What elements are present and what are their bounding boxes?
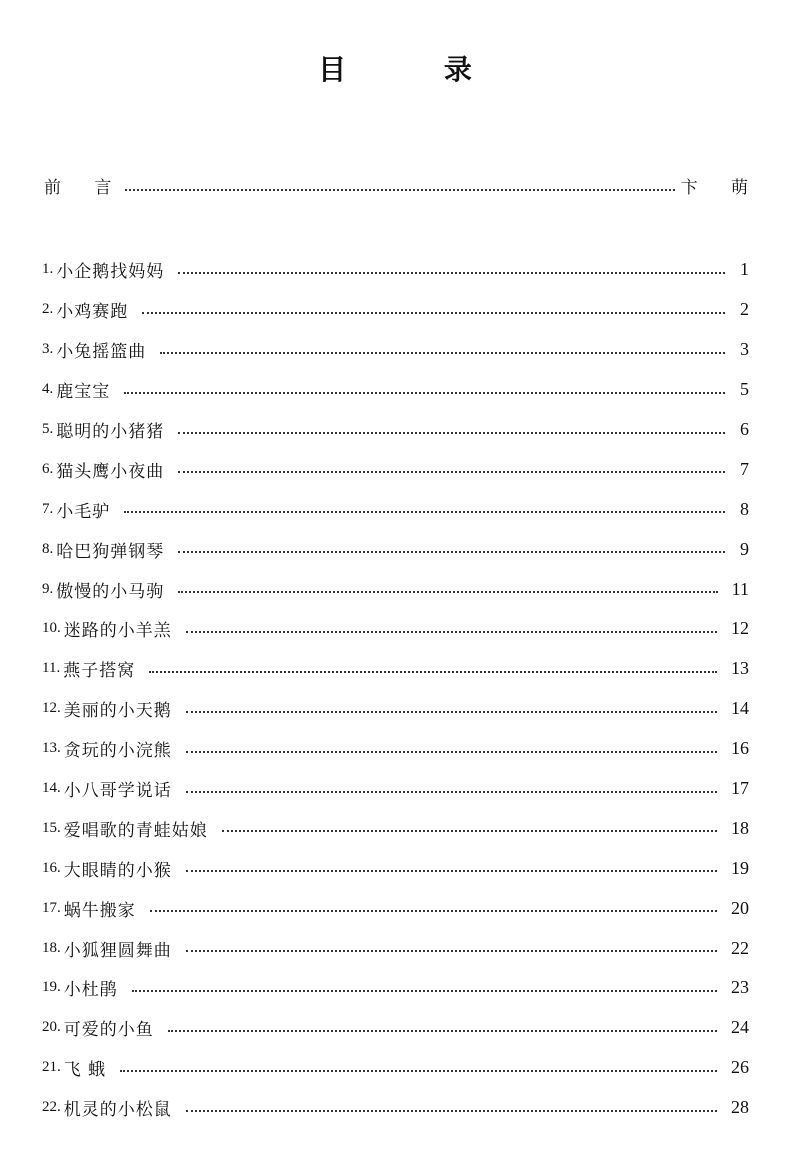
page-title: 目 录 bbox=[318, 53, 516, 86]
entry-number: 20. bbox=[42, 1019, 61, 1036]
dot-leader bbox=[168, 1030, 717, 1032]
toc-entry[interactable] bbox=[42, 729, 749, 769]
preface-author: 卞 萌 bbox=[680, 178, 762, 198]
entry-page: 26 bbox=[731, 1057, 749, 1078]
dot-leader bbox=[186, 751, 717, 753]
entry-page: 3 bbox=[740, 339, 749, 360]
toc-entry[interactable] bbox=[42, 410, 749, 450]
entry-title: 美丽的小天鹅 bbox=[63, 701, 172, 722]
dot-leader bbox=[120, 1070, 717, 1072]
dot-leader bbox=[178, 272, 725, 274]
toc-entry[interactable] bbox=[42, 449, 749, 489]
entry-number: 9. bbox=[42, 580, 54, 597]
entry-page: 12 bbox=[731, 618, 749, 639]
entry-number: 10. bbox=[42, 620, 61, 637]
entry-number: 17. bbox=[42, 899, 61, 916]
dot-leader bbox=[186, 791, 717, 793]
entry-number: 18. bbox=[42, 939, 61, 956]
entry-title: 聪明的小猪猪 bbox=[56, 422, 165, 442]
entry-number: 2. bbox=[42, 301, 54, 318]
toc-entry[interactable] bbox=[42, 1048, 749, 1088]
entry-title: 爱唱歌的青蛙姑娘 bbox=[63, 820, 208, 841]
dot-leader bbox=[178, 471, 725, 473]
entry-number: 16. bbox=[42, 859, 61, 876]
toc-entry[interactable] bbox=[42, 968, 749, 1008]
toc-entry[interactable] bbox=[42, 250, 749, 290]
toc-entry[interactable] bbox=[42, 808, 749, 848]
entry-page: 16 bbox=[731, 738, 749, 759]
entry-title: 傲慢的小马驹 bbox=[56, 581, 165, 602]
entry-title: 燕子搭窝 bbox=[63, 661, 136, 682]
toc-entry[interactable] bbox=[42, 489, 749, 529]
entry-number: 7. bbox=[42, 500, 54, 517]
entry-number: 1. bbox=[42, 261, 54, 278]
dot-leader bbox=[186, 950, 717, 952]
toc-entry[interactable] bbox=[42, 689, 749, 729]
dot-leader bbox=[186, 1110, 717, 1112]
entry-number: 5. bbox=[42, 421, 54, 437]
entry-page: 13 bbox=[731, 658, 749, 679]
toc-entry[interactable] bbox=[42, 649, 749, 689]
entry-page: 22 bbox=[731, 937, 749, 958]
dot-leader bbox=[178, 432, 725, 434]
toc-entry[interactable] bbox=[42, 529, 749, 569]
entry-title: 迷路的小羊羔 bbox=[63, 621, 172, 642]
entry-title: 大眼睛的小猴 bbox=[63, 860, 172, 881]
entry-title: 可爱的小鱼 bbox=[63, 1020, 154, 1041]
entry-title: 小狐狸圆舞曲 bbox=[63, 940, 172, 961]
entry-page: 18 bbox=[731, 817, 749, 838]
entry-title: 小企鹅找妈妈 bbox=[56, 262, 165, 283]
entry-title: 小毛驴 bbox=[56, 501, 111, 522]
dot-leader bbox=[160, 352, 725, 354]
preface-label: 前 言 bbox=[44, 178, 126, 198]
toc-entry[interactable] bbox=[42, 848, 749, 888]
entry-page: 1 bbox=[740, 259, 749, 280]
dot-leader bbox=[186, 711, 717, 713]
dot-leader bbox=[149, 671, 717, 673]
entry-page: 24 bbox=[731, 1017, 749, 1038]
entry-page: 5 bbox=[740, 379, 749, 400]
dot-leader bbox=[222, 830, 717, 832]
dot-leader bbox=[142, 312, 725, 314]
toc-entry[interactable] bbox=[42, 1008, 749, 1048]
toc-list bbox=[42, 250, 749, 1128]
entry-number: 4. bbox=[42, 381, 54, 398]
toc-entry[interactable] bbox=[42, 290, 749, 330]
toc-entry[interactable] bbox=[42, 370, 749, 410]
entry-title: 鹿宝宝 bbox=[56, 382, 111, 403]
entry-title: 蜗牛搬家 bbox=[63, 900, 136, 921]
dot-leader bbox=[132, 990, 717, 992]
entry-number: 11. bbox=[42, 660, 61, 677]
entry-page: 7 bbox=[740, 458, 749, 479]
dot-leader bbox=[124, 511, 725, 513]
entry-page: 23 bbox=[731, 977, 749, 998]
entry-page: 2 bbox=[740, 299, 749, 320]
entry-page: 9 bbox=[740, 538, 749, 559]
entry-number: 8. bbox=[42, 540, 54, 557]
toc-entry[interactable] bbox=[42, 330, 749, 370]
entry-number: 21. bbox=[42, 1059, 61, 1076]
entry-title: 小杜鹃 bbox=[63, 980, 118, 1001]
entry-title: 小八哥学说话 bbox=[63, 781, 172, 802]
entry-page: 11 bbox=[731, 578, 749, 599]
toc-entry[interactable] bbox=[42, 569, 749, 609]
entry-title: 小兔摇篮曲 bbox=[56, 342, 147, 363]
entry-title: 猫头鹰小夜曲 bbox=[56, 461, 165, 482]
entry-page: 6 bbox=[740, 419, 749, 439]
toc-entry[interactable] bbox=[42, 609, 749, 649]
toc-entry[interactable] bbox=[42, 888, 749, 928]
entry-number: 3. bbox=[42, 341, 54, 358]
entry-title: 哈巴狗弹钢琴 bbox=[56, 541, 165, 562]
entry-number: 13. bbox=[42, 740, 61, 757]
dot-leader bbox=[125, 189, 674, 191]
dot-leader bbox=[178, 591, 717, 593]
entry-number: 14. bbox=[42, 780, 61, 797]
dot-leader bbox=[124, 392, 725, 394]
entry-title: 小鸡赛跑 bbox=[56, 302, 129, 323]
entry-number: 22. bbox=[42, 1099, 61, 1116]
entry-number: 15. bbox=[42, 819, 61, 836]
dot-leader bbox=[186, 870, 717, 872]
entry-title: 贪玩的小浣熊 bbox=[63, 741, 172, 762]
entry-number: 12. bbox=[42, 700, 61, 717]
entry-page: 8 bbox=[740, 498, 749, 519]
entry-page: 17 bbox=[731, 778, 749, 799]
dot-leader bbox=[150, 910, 717, 912]
entry-page: 19 bbox=[731, 857, 749, 878]
toc-entry[interactable] bbox=[42, 769, 749, 809]
entry-page: 28 bbox=[731, 1097, 749, 1118]
toc-entry[interactable] bbox=[42, 928, 749, 968]
preface-entry[interactable] bbox=[44, 170, 762, 198]
dot-leader bbox=[186, 631, 717, 633]
entry-number: 19. bbox=[42, 979, 61, 996]
entry-title: 机灵的小松鼠 bbox=[63, 1100, 172, 1121]
dot-leader bbox=[178, 551, 725, 553]
entry-number: 6. bbox=[42, 460, 54, 477]
toc-entry[interactable] bbox=[42, 1088, 749, 1128]
entry-page: 14 bbox=[731, 698, 749, 719]
entry-title: 飞 蛾 bbox=[63, 1060, 107, 1081]
entry-page: 20 bbox=[731, 897, 749, 918]
